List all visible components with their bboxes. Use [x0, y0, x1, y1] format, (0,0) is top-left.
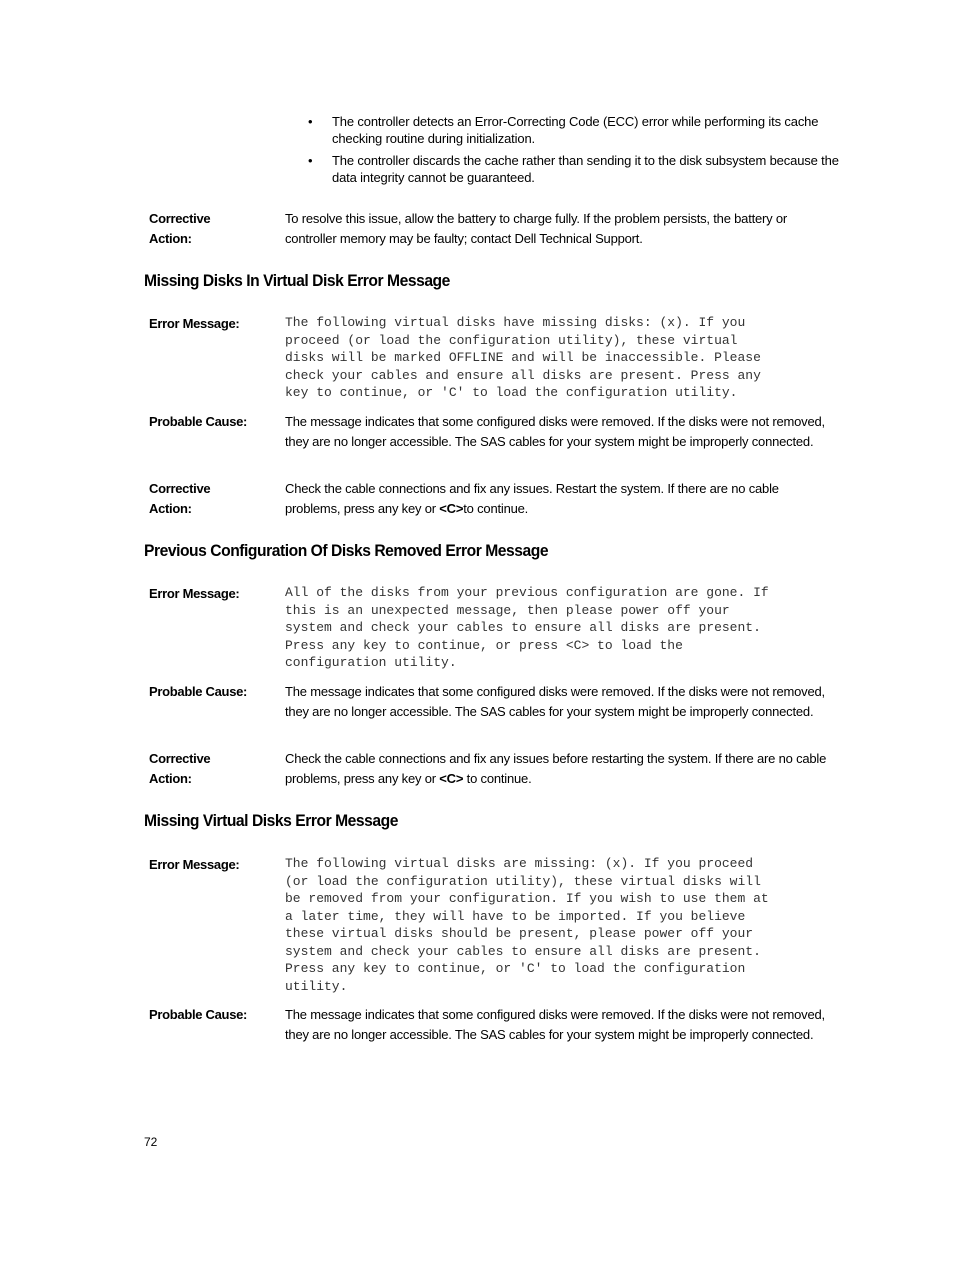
error-message-label: Error Message: — [149, 857, 240, 872]
bullet-dot-icon: • — [308, 153, 313, 168]
probable-cause-text: The message indicates that some configured disks were removed. If the disks were not removed, they are no longer accessible. The SAS cables for your system might be improperly connected. — [285, 1007, 825, 1042]
probable-cause-label: Probable Cause: — [149, 414, 248, 429]
corrective-action-text: To resolve this issue, allow the battery to charge fully. If the problem persists, the battery or controller memory may be faulty; contact Dell Technical Support. — [285, 211, 788, 246]
probable-cause-label: Probable Cause: — [149, 684, 248, 699]
bullet-dot-icon: • — [308, 114, 313, 129]
error-message-text: All of the disks from your previous configuration are gone. If this is an unexpected message, then please power off your system and check your cables to ensure all disks are present. Press any key to continue, or press <C> to load the configuration utility. — [285, 585, 769, 670]
corrective-action-text: Check the cable connections and fix any issues before restarting the system. If there are no cable problems, press any key or <C> to continue. — [285, 751, 827, 786]
corrective-action-label: Corrective Action: — [149, 211, 211, 246]
error-message-label: Error Message: — [149, 586, 240, 601]
section-heading: Missing Disks In Virtual Disk Error Message — [144, 271, 450, 290]
corrective-action-label: Corrective Action: — [149, 481, 211, 516]
bullet-list — [305, 114, 845, 192]
bullet-item: • The controller discards the cache rather than sending it to the disk subsystem because the data integrity cannot be guaranteed. — [308, 153, 839, 185]
corrective-action-text: Check the cable connections and fix any issues. Restart the system. If there are no cable problems, press any key or <C>to continue. — [285, 481, 779, 516]
corrective-action-label: Corrective Action: — [149, 751, 211, 786]
bullet-item: • The controller detects an Error-Correcting Code (ECC) error while performing its cache checking routine during initialization. — [308, 114, 819, 146]
probable-cause-text: The message indicates that some configured disks were removed. If the disks were not removed, they are no longer accessible. The SAS cables for your system might be improperly connected. — [285, 684, 825, 719]
section-heading: Previous Configuration Of Disks Removed Error Message — [144, 541, 549, 560]
probable-cause-label: Probable Cause: — [149, 1007, 248, 1022]
error-message-text: The following virtual disks have missing disks: (x). If you proceed (or load the configuration utility), these virtual disks will be marked OFFLINE and will be inaccessible. Please check your cables and ensure all disks are present. Press any key to continue, or 'C' to load the configuration utility. — [285, 315, 761, 400]
error-message-label: Error Message: — [149, 316, 240, 331]
error-message-text: The following virtual disks are missing: (x). If you proceed (or load the configuration utility), these virtual disks will be removed from your configuration. If you wish to use them at a later time, they will have to be imported. If you believe these virtual disks should be present, please power off your system and check your cables to ensure all disks are present. Press any key to continue, or 'C' to load the configuration utility. — [285, 856, 769, 994]
probable-cause-text: The message indicates that some configured disks were removed. If the disks were not removed, they are no longer accessible. The SAS cables for your system might be improperly connected. — [285, 414, 825, 449]
page-number: 72 — [144, 1135, 158, 1149]
section-heading: Missing Virtual Disks Error Message — [144, 811, 398, 830]
